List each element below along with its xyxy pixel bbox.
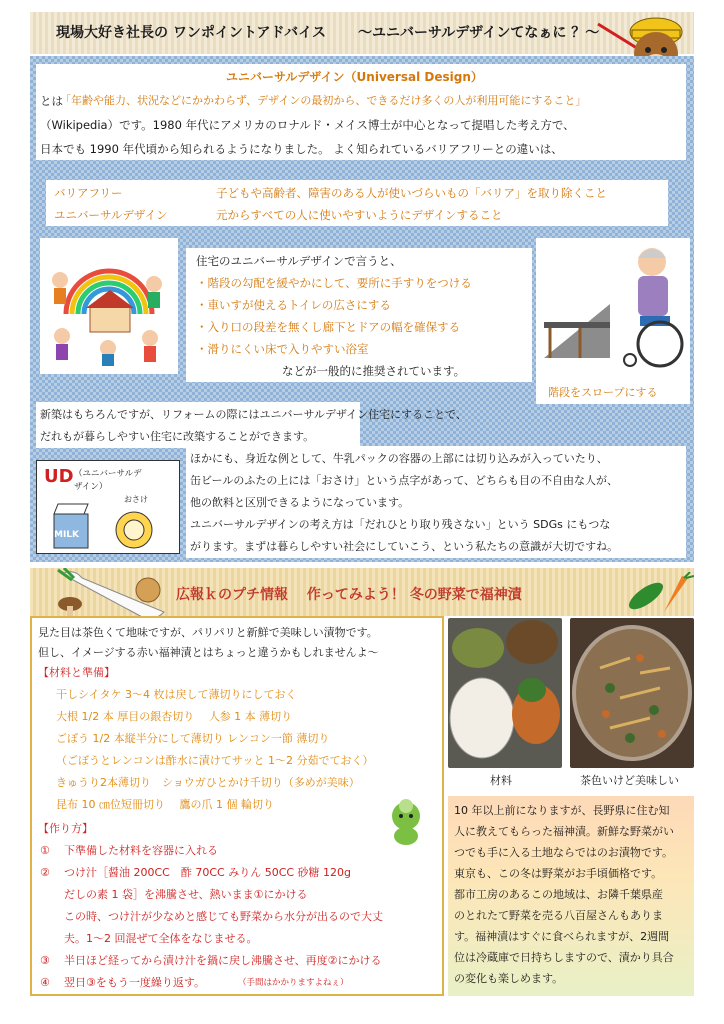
ud-card-label: （ユニバーサルデザイン） [74, 469, 142, 492]
step-text: この時、つけ汁が少なめと感じても野菜から水分が出るので大丈 [64, 910, 383, 923]
story-line: のとれたて野菜を売る八百屋さんもありま [454, 909, 663, 922]
story-line: 人に教えてもらった福神漬。新鮮な野菜がい [454, 825, 674, 838]
reform-line-1: 新築はもちろんですが、リフォームの際にはユニバーサルデザイン住宅にすることで、 [40, 408, 467, 421]
house-item: ・階段の勾配を緩やかにして、要所に手すりをつける [196, 276, 472, 290]
example-line: がります。まずは暮らしやすい社会にしていこう、という私たちの意識が大切ですね。 [190, 540, 619, 553]
photo-caption-ingredients: 材料 [490, 774, 512, 787]
compare-desc-universal: 元からすべての人に使いやすいようにデザインすること [216, 208, 503, 222]
story-line: す。福神漬はすぐに食べられますが、2週間 [454, 930, 670, 943]
photo-caption-result: 茶色いけど美味しい [580, 774, 679, 787]
kappa-mascot-icon [384, 798, 428, 846]
story-line: 位は冷蔵庫で日持ちしますので、漬かり具合 [454, 951, 674, 964]
intro-quote: 「年齢や能力、状況などにかかわらず、デザインの最初から、できるだけ多くの人が利用可能にすること」 [60, 94, 587, 107]
example-line: ユニバーサルデザインの考え方は「だれひとり取り残さない」という SDGs にもつな [190, 518, 611, 531]
house-item: ・入り口の段差を無くし廊下とドアの幅を確保する [196, 320, 461, 334]
intro-line-3: 日本でも 1990 年代頃から知られるようになりました。 よく知られているバリアフリーとの違いは、 [40, 142, 563, 156]
example-line: 他の飲料と区別できるようになっています。 [190, 496, 410, 509]
cucumber-carrot-illustration [624, 572, 694, 616]
compare-desc-barrier-free: 子どもや高齢者、障害のある人が使いづらいもの「バリア」を取り除くこと [216, 186, 607, 200]
intro-pre: とは [40, 94, 63, 108]
material-item: （ごぼうとレンコンは酢水に漬けてサッと 1～2 分茹でておく） [56, 754, 374, 767]
slope-caption: 階段をスロープにする [548, 386, 658, 399]
step-text: つけ汁［醤油 200CC 酢 70CC みりん 50CC 砂糖 120g [64, 866, 352, 879]
material-item: 大根 1/2 本 厚目の銀杏切り 人参 1 本 薄切り [56, 710, 293, 723]
story-line: 10 年以上前になりますが、長野県に住む知 [454, 804, 670, 817]
step-text: 翌日③をもう一度繰り返す。 [64, 976, 205, 989]
town-people-illustration [46, 244, 172, 368]
step-number: ④ [40, 976, 50, 989]
material-item: ごぼう 1/2 本縦半分にして薄切り レンコン一節 薄切り [56, 732, 330, 745]
header-title: 現場大好き社長の ワンポイントアドバイス [56, 25, 327, 41]
step-4-note: （手間はかかりますよねぇ） [238, 978, 349, 988]
header-subtitle: ～ユニバーサルデザインてなぁに ？～ [358, 25, 600, 41]
house-item: ・滑りにくい床で入りやすい浴室 [196, 342, 369, 356]
story-line: 東京も、この冬は野菜がお手頃価格です。 [454, 867, 663, 880]
steps-heading: 【作り方】 [38, 822, 93, 835]
milk-label: MILK [54, 530, 80, 540]
example-line: 缶ビールのふたの上には「おさけ」という点字があって、どちらも目の不自由な人が、 [190, 474, 619, 487]
recipe-intro-line: 見た目は茶色くて地味ですが、パリパリと新鮮で美味しい漬物です。 [38, 626, 378, 639]
ud-heading: ユニバーサルデザイン（Universal Design） [226, 70, 483, 84]
house-lead: 住宅のユニバーサルデザインで言うと、 [196, 254, 402, 268]
material-item: 干しシイタケ 3～4 枚は戻して薄切りにしておく [56, 688, 297, 701]
step-number: ② [40, 866, 50, 879]
step-number: ① [40, 844, 50, 857]
story-line: つでも手に入る土地ならではのお漬物です。 [454, 846, 674, 859]
intro-line-2: （Wikipedia）です。1980 年代にアメリカのロナルド・メイス博士が中心となって提唱した考え方で、 [40, 118, 575, 132]
example-line: ほかにも、身近な例として、牛乳パックの容器の上部には切り込みが入っていたり、 [190, 452, 608, 465]
material-item: きゅうり2本薄切り ショウガひとかけ千切り（多めが美味） [56, 776, 360, 789]
materials-heading: 【材料と準備】 [38, 666, 115, 679]
compare-term-universal: ユニバーサルデザイン [54, 208, 168, 222]
step-text: 夫。1～2 回混ぜて全体をなじませる。 [64, 932, 258, 945]
ingredients-photo [448, 618, 562, 768]
material-item: 昆布 10 ㎝位短冊切り 鷹の爪 1 個 輪切り [56, 798, 274, 811]
step-text: 下準備した材料を容器に入れる [64, 844, 218, 857]
osake-label: おさけ [124, 495, 148, 504]
story-line: 都市工房のあるこの地域は、お隣千葉県産 [454, 888, 663, 901]
recipe-intro-line: 但し、イメージする赤い福神漬とはちょっと違うかもしれませんよ～ [38, 646, 379, 659]
step-text: 半日ほど経ってから漬け汁を鍋に戻し沸騰させ、再度②にかける [64, 954, 382, 967]
ud-logo: UD [44, 466, 74, 487]
step-number: ③ [40, 954, 50, 967]
compare-term-barrier-free: バリアフリー [54, 186, 123, 200]
step-text: だしの素 1 袋］を沸騰させ、熱いまま①にかける [64, 888, 308, 901]
house-item: ・車いすが使えるトイレの広さにする [196, 298, 391, 312]
recipe-band-title: 広報ｋのプチ情報 作ってみよう！ 冬の野菜で福神漬 [176, 587, 522, 603]
house-tail: などが一般的に推奨されています。 [282, 364, 466, 378]
wheelchair-slope-illustration [540, 240, 688, 378]
story-line: の変化も楽しめます。 [454, 972, 564, 985]
fukujinzuke-photo [570, 618, 694, 768]
reform-line-2: だれもが暮らしやすい住宅に改築することができます。 [40, 430, 315, 443]
milk-can-illustration [48, 500, 168, 550]
